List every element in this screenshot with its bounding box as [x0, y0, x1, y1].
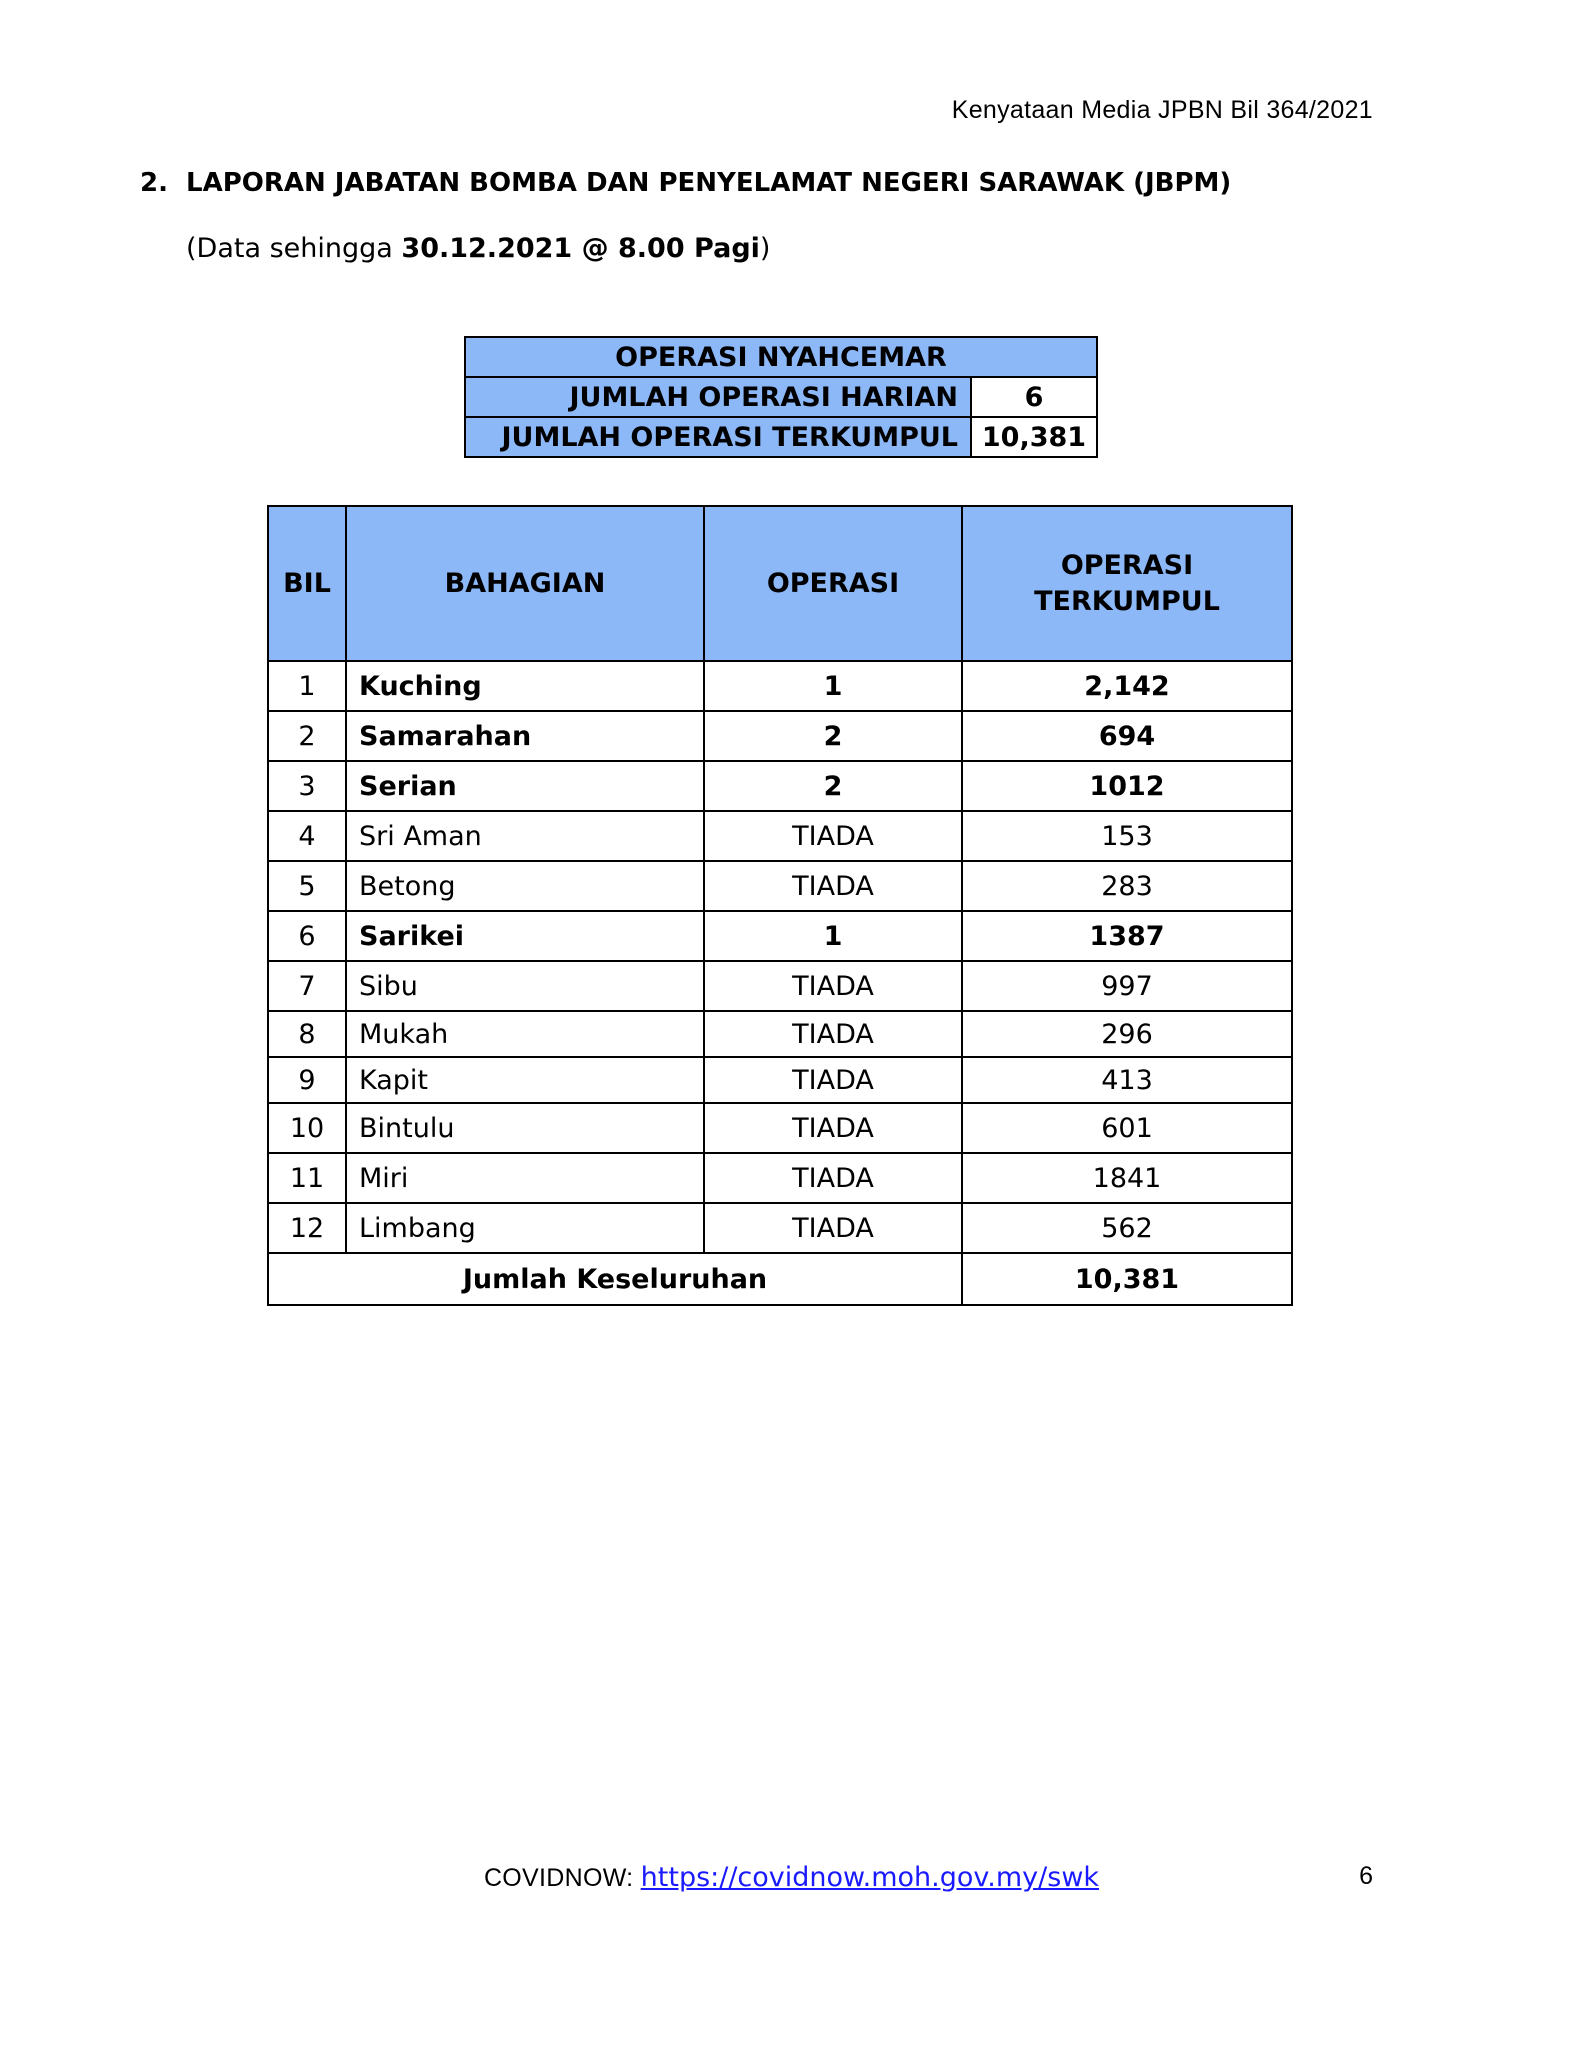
row-bahagian: Serian [346, 761, 704, 811]
section-number: 2. [140, 168, 168, 198]
row-bahagian: Bintulu [346, 1103, 704, 1153]
table-row [268, 1153, 1292, 1203]
header-bil: BIL [268, 506, 346, 661]
row-bahagian: Miri [346, 1153, 704, 1203]
row-terkumpul: 283 [962, 861, 1292, 911]
row-bil: 11 [268, 1153, 346, 1203]
row-bil: 2 [268, 711, 346, 761]
row-operasi: TIADA [704, 1203, 962, 1253]
row-operasi: 1 [704, 661, 962, 711]
row-bahagian: Samarahan [346, 711, 704, 761]
row-operasi: TIADA [704, 861, 962, 911]
division-table [267, 505, 1293, 1306]
row-terkumpul: 601 [962, 1103, 1292, 1153]
table-row [268, 911, 1292, 961]
row-operasi: TIADA [704, 1011, 962, 1057]
total-label: Jumlah Keseluruhan [268, 1253, 962, 1305]
summary-value: 6 [971, 377, 1097, 417]
row-terkumpul: 997 [962, 961, 1292, 1011]
row-bahagian: Sarikei [346, 911, 704, 961]
summary-row [465, 417, 1097, 457]
data-date-note [186, 233, 770, 264]
row-terkumpul: 153 [962, 811, 1292, 861]
header-operasi: OPERASI [704, 506, 962, 661]
row-terkumpul: 1012 [962, 761, 1292, 811]
table-row [268, 1103, 1292, 1153]
row-terkumpul: 562 [962, 1203, 1292, 1253]
covidnow-link[interactable]: https://covidnow.moh.gov.my/swk [640, 1862, 1100, 1893]
summary-label: JUMLAH OPERASI HARIAN [465, 377, 971, 417]
row-terkumpul: 296 [962, 1011, 1292, 1057]
summary-row [465, 377, 1097, 417]
footer-label: COVIDNOW: [483, 1864, 641, 1892]
row-bahagian: Betong [346, 861, 704, 911]
row-operasi: TIADA [704, 811, 962, 861]
row-bil: 3 [268, 761, 346, 811]
header-operasi-terkumpul: OPERASI TERKUMPUL [962, 506, 1292, 661]
table-row [268, 811, 1292, 861]
row-operasi: TIADA [704, 961, 962, 1011]
summary-value: 10,381 [971, 417, 1097, 457]
row-bahagian: Sri Aman [346, 811, 704, 861]
row-terkumpul: 2,142 [962, 661, 1292, 711]
footer [0, 1862, 1583, 1893]
row-operasi: 1 [704, 911, 962, 961]
table-total-row [268, 1253, 1292, 1305]
row-operasi: 2 [704, 711, 962, 761]
subtitle-prefix: (Data sehingga [186, 233, 402, 264]
table-row [268, 1011, 1292, 1057]
row-terkumpul: 413 [962, 1057, 1292, 1103]
row-bil: 9 [268, 1057, 346, 1103]
row-bahagian: Sibu [346, 961, 704, 1011]
header-bahagian: BAHAGIAN [346, 506, 704, 661]
row-terkumpul: 1387 [962, 911, 1292, 961]
row-bahagian: Limbang [346, 1203, 704, 1253]
row-operasi: TIADA [704, 1153, 962, 1203]
row-bil: 7 [268, 961, 346, 1011]
document-reference: Kenyataan Media JPBN Bil 364/2021 [951, 96, 1373, 124]
row-bil: 1 [268, 661, 346, 711]
table-row [268, 711, 1292, 761]
table-row [268, 661, 1292, 711]
summary-table [464, 336, 1098, 458]
row-bil: 4 [268, 811, 346, 861]
subtitle-date: 30.12.2021 @ 8.00 Pagi [401, 233, 760, 264]
row-bil: 5 [268, 861, 346, 911]
section-title-text: LAPORAN JABATAN BOMBA DAN PENYELAMAT NEGERI SARAWAK (JBPM) [186, 168, 1232, 198]
table-row [268, 1057, 1292, 1103]
subtitle-suffix: ) [759, 233, 771, 264]
page-number: 6 [1359, 1862, 1373, 1890]
table-header-row [268, 506, 1292, 661]
row-bil: 6 [268, 911, 346, 961]
table-row [268, 961, 1292, 1011]
table-row [268, 1203, 1292, 1253]
row-bil: 10 [268, 1103, 346, 1153]
row-bahagian: Kuching [346, 661, 704, 711]
summary-title: OPERASI NYAHCEMAR [465, 337, 1097, 377]
table-row [268, 761, 1292, 811]
row-operasi: 2 [704, 761, 962, 811]
row-bil: 12 [268, 1203, 346, 1253]
section-title [140, 168, 1231, 198]
row-terkumpul: 694 [962, 711, 1292, 761]
row-operasi: TIADA [704, 1057, 962, 1103]
summary-title-row [465, 337, 1097, 377]
row-bahagian: Kapit [346, 1057, 704, 1103]
table-row [268, 861, 1292, 911]
row-bil: 8 [268, 1011, 346, 1057]
row-terkumpul: 1841 [962, 1153, 1292, 1203]
row-bahagian: Mukah [346, 1011, 704, 1057]
summary-label: JUMLAH OPERASI TERKUMPUL [465, 417, 971, 457]
total-value: 10,381 [962, 1253, 1292, 1305]
row-operasi: TIADA [704, 1103, 962, 1153]
